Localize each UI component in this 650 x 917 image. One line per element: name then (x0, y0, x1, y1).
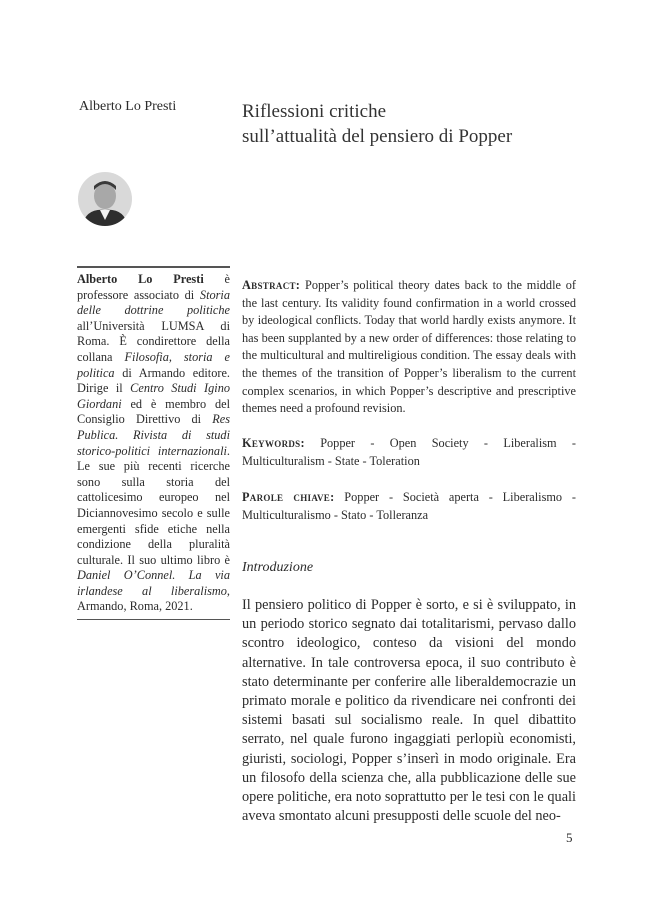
bio-text: , Armando, Roma, 2021. (77, 583, 230, 614)
section-heading: Introduzione (242, 560, 314, 575)
abstract-text: Popper’s political theory dates back to the middle of the last century. Its validity found confirmation in a world crossed by ideological conflicts. Today that world hardly exists anymore. It has been supplanted by a new order of differences: those relating to the multicultural and multireligious condition. The essay deals with the themes of the transition of Popper’s liberalism to the current complex scenarios, in which Popper’s descriptive and prescriptive themes need a profound revision. (242, 278, 576, 416)
abstract-label: Abstract: (242, 278, 301, 292)
author-name: Alberto Lo Presti (79, 99, 177, 114)
bio-text: all’Università LUMSA di Roma. È condirettore della collana (77, 318, 230, 364)
bio-name: Alberto Lo Presti (77, 272, 204, 286)
article-title (242, 99, 512, 149)
bio-text: è professore associato di (77, 272, 230, 302)
keywords (242, 435, 576, 470)
bio-italic: Storia delle dottrine politiche (77, 287, 230, 318)
bio-italic: Centro Studi Igino Giordani (77, 381, 230, 411)
author-bio (77, 266, 230, 620)
parole-chiave-label: Parole chiave: (242, 490, 335, 504)
keywords-text: Popper - Open Society - Liberalism - Multiculturalism - State - Toleration (242, 436, 576, 468)
title-line-2: sull’attualità del pensiero di Popper (242, 126, 513, 147)
bio-italic: Res Publica. Rivista di studi storico-politici internazionali (77, 412, 230, 458)
body-paragraph: Il pensiero politico di Popper è sorto, e si è sviluppato, in un periodo storico segnato dai totalitarismi, pervaso dallo scontro ideologico, conteso da visioni del mondo alternative. In tale controversa epoca, il suo contributo è stato determinante per conferire alle liberaldemocrazie un primato morale e politico da rivendicare nei confronti dei sistemi basati sul socialismo reale. In quel dibattito serrato, nel quale furono ingaggiati perlopiù economisti, giuristi, sociologi, Popper s’inserì in modo originale. Era un filosofo della scienza che, alla pubblicazione delle sue opere politiche, era noto soprattutto per le tesi con le quali aveva smontato alcuni presupposti delle scuole del neo- (242, 597, 576, 825)
abstract (242, 277, 576, 418)
bio-italic: Daniel O’Connel. La via irlandese al liberalismo (77, 568, 230, 598)
bio-italic: Filosofia, storia e politica (77, 349, 230, 380)
parole-chiave-text: Popper - Società aperta - Liberalismo - Multiculturalismo - Stato - Tolleranza (242, 490, 576, 522)
keywords-label: Keywords: (242, 436, 305, 450)
author-avatar (78, 172, 132, 226)
bio-text: . Le sue più recenti ricerche sono sulla storia del cattolicesimo europeo nel Diciannovesimo secolo e sulle emergenti sfide etiche nella condizione della pluralità culturale. Il suo ultimo libro è (77, 443, 230, 567)
parole-chiave (242, 489, 576, 524)
page-number: 5 (566, 830, 573, 845)
bio-text: ed è membro del Consiglio Direttivo di (77, 396, 230, 427)
bio-text: di Armando editore. Dirige il (77, 365, 230, 396)
title-line-1: Riflessioni critiche (242, 101, 387, 122)
